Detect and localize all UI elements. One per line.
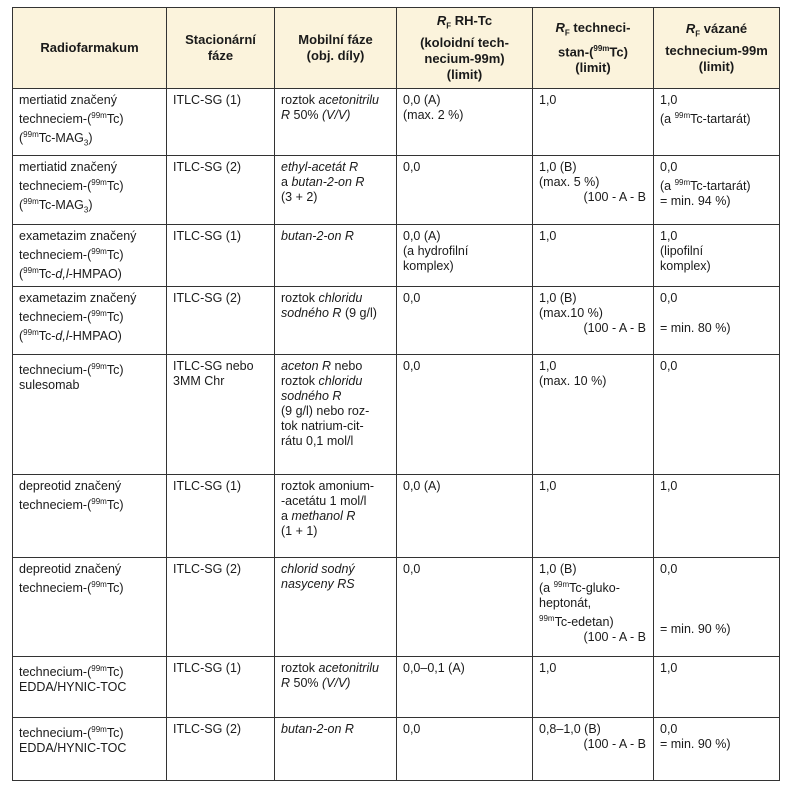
cell-mobilni: roztok amonium- -acetátu 1 mol/l a methanol R (1 + 1) (275, 475, 397, 558)
cell-rf-rh-tc: 0,0 (397, 355, 533, 475)
cell-rf-vazane: 0,0 = min. 80 %) (654, 287, 780, 355)
cell-rf-vazane: 1,0 (654, 475, 780, 558)
cell-radiofarmakum: exametazim značený techneciem-($^{99m}$Tc) ($^{99m}$Tc-d,l-HMPAO) (13, 224, 167, 286)
cell-radiofarmakum: exametazim značený techneciem-($^{99m}$Tc) ($^{99m}$Tc-d,l-HMPAO) (13, 287, 167, 355)
cell-rf-technecistan: 1,0 (533, 657, 654, 718)
header-rf-rh-tc: $R_F$ RH-Tc (koloidní tech- necium-99m) (limit) (397, 8, 533, 89)
cell-radiofarmakum: technecium-($^{99m}$Tc) EDDA/HYNIC-TOC (13, 657, 167, 718)
cell-mobilni: roztok acetonitrilu R 50% (V/V) (275, 657, 397, 718)
cell-mobilni: roztok chloridu sodného R (9 g/l) (275, 287, 397, 355)
table-row (13, 475, 780, 558)
cell-stacionarni: ITLC-SG (2) (167, 558, 275, 657)
table-row (13, 355, 780, 475)
cell-mobilni: roztok acetonitrilu R 50% (V/V) (275, 89, 397, 156)
table-row (13, 89, 780, 156)
cell-radiofarmakum: depreotid značený techneciem-($^{99m}$Tc) (13, 475, 167, 558)
header-row (13, 8, 780, 89)
cell-stacionarni: ITLC-SG (2) (167, 718, 275, 781)
cell-mobilni: aceton R nebo roztok chloridu sodného R (9 g/l) nebo roz- tok natrium-cit- rátu 0,1 mol/l (275, 355, 397, 475)
cell-rf-technecistan: 1,0 (B) (a $^{99m}$Tc-gluko- heptonát, $^{99m}$Tc-edetan) (100 - A - B (533, 558, 654, 657)
header-radiofarmakum: Radiofarmakum (13, 8, 167, 89)
cell-stacionarni: ITLC-SG (2) (167, 287, 275, 355)
cell-stacionarni: ITLC-SG (2) (167, 155, 275, 224)
cell-radiofarmakum: technecium-($^{99m}$Tc) sulesomab (13, 355, 167, 475)
cell-stacionarni: ITLC-SG (1) (167, 475, 275, 558)
header-rf-technecistan: $R_F$ techneci- stan-($^{99m}$Tc) (limit) (533, 8, 654, 89)
cell-rf-vazane: 0,0 (654, 355, 780, 475)
cell-rf-vazane: 1,0 (654, 657, 780, 718)
cell-rf-rh-tc: 0,0 (397, 155, 533, 224)
cell-radiofarmakum: technecium-($^{99m}$Tc) EDDA/HYNIC-TOC (13, 718, 167, 781)
cell-rf-technecistan: 1,0 (533, 224, 654, 286)
table-row (13, 155, 780, 224)
table-row (13, 657, 780, 718)
cell-rf-vazane: 0,0 (a $^{99m}$Tc-tartarát) = min. 94 %) (654, 155, 780, 224)
cell-rf-technecistan: 1,0 (533, 89, 654, 156)
cell-stacionarni: ITLC-SG (1) (167, 657, 275, 718)
cell-radiofarmakum: depreotid značený techneciem-($^{99m}$Tc) (13, 558, 167, 657)
header-stacionarni-faze: Stacionární fáze (167, 8, 275, 89)
cell-rf-technecistan: 1,0 (B) (max.10 %) (100 - A - B (533, 287, 654, 355)
table-row (13, 224, 780, 286)
cell-rf-vazane: 1,0 (lipofilní komplex) (654, 224, 780, 286)
radiopharmaceutical-table (12, 7, 780, 781)
cell-stacionarni: ITLC-SG nebo 3MM Chr (167, 355, 275, 475)
cell-radiofarmakum: mertiatid značený techneciem-($^{99m}$Tc) $(^{99m}Tc-MAG_3)$ (13, 155, 167, 224)
table-row (13, 287, 780, 355)
header-mobilni-faze: Mobilní fáze (obj. díly) (275, 8, 397, 89)
cell-rf-rh-tc: 0,0 (397, 287, 533, 355)
cell-rf-rh-tc: 0,0–0,1 (A) (397, 657, 533, 718)
cell-rf-rh-tc: 0,0 (A) (a hydrofilní komplex) (397, 224, 533, 286)
cell-stacionarni: ITLC-SG (1) (167, 224, 275, 286)
cell-rf-rh-tc: 0,0 (397, 558, 533, 657)
cell-rf-technecistan: 1,0 (B) (max. 5 %) (100 - A - B (533, 155, 654, 224)
cell-radiofarmakum: mertiatid značený techneciem-($^{99m}$Tc) $(^{99m}Tc-MAG_3)$ (13, 89, 167, 156)
cell-rf-technecistan: 0,8–1,0 (B) (100 - A - B (533, 718, 654, 781)
table-row (13, 718, 780, 781)
cell-rf-vazane: 0,0 = min. 90 %) (654, 558, 780, 657)
cell-rf-rh-tc: 0,0 (A) (397, 475, 533, 558)
cell-mobilni: ethyl-acetát R a butan-2-on R (3 + 2) (275, 155, 397, 224)
cell-rf-technecistan: 1,0 (533, 475, 654, 558)
cell-rf-technecistan: 1,0 (max. 10 %) (533, 355, 654, 475)
table-row (13, 558, 780, 657)
cell-rf-vazane: 0,0 = min. 90 %) (654, 718, 780, 781)
cell-mobilni: chlorid sodný nasyceny RS (275, 558, 397, 657)
cell-mobilni: butan-2-on R (275, 718, 397, 781)
cell-rf-rh-tc: 0,0 (A) (max. 2 %) (397, 89, 533, 156)
header-rf-vazane: $R_F$ vázané technecium-99m (limit) (654, 8, 780, 89)
cell-stacionarni: ITLC-SG (1) (167, 89, 275, 156)
cell-rf-vazane: 1,0 (a $^{99m}$Tc-tartarát) (654, 89, 780, 156)
cell-rf-rh-tc: 0,0 (397, 718, 533, 781)
cell-mobilni: butan-2-on R (275, 224, 397, 286)
